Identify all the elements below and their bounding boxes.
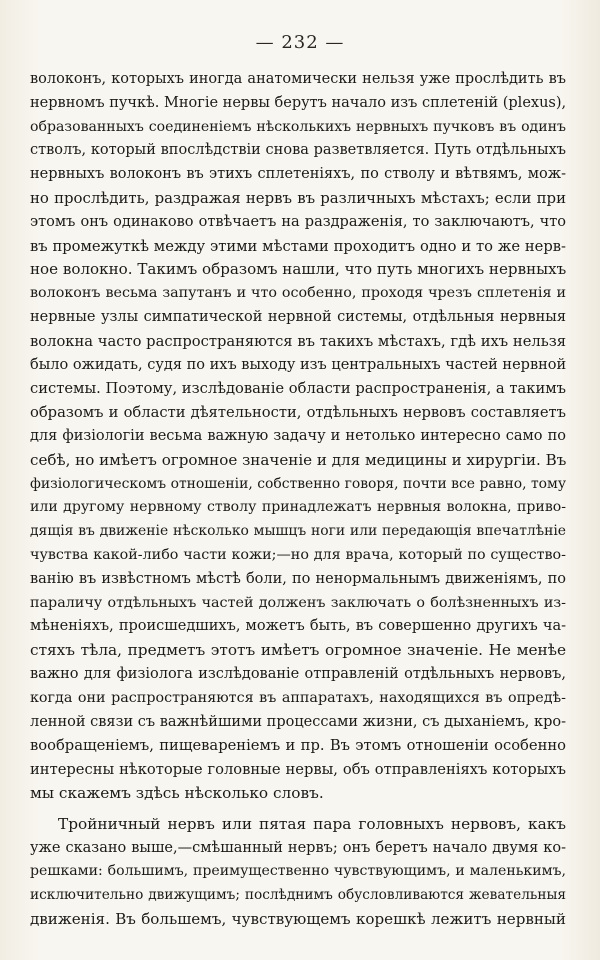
text-line: ленной связи съ важнѣйшими процессами жизни, съ дыханіемъ, кро- xyxy=(30,713,566,730)
text-line: нервныхъ волоконъ въ этихъ сплетеніяхъ, по стволу и вѣтвямъ, мож- xyxy=(30,166,566,183)
text-line: но прослѣдить, раздражая нервъ въ различныхъ мѣстахъ; если при xyxy=(30,188,566,207)
text-line: Тройничный нервъ или пятая пара головныхъ нервовъ, какъ xyxy=(58,814,566,833)
text-line: вообращеніемъ, пищевареніемъ и пр. Въ этомъ отношеніи особенно xyxy=(30,737,566,755)
text-line: исключительно движущимъ; послѣднимъ обусловливаются жевательныя xyxy=(30,887,566,904)
text-line: мы скажемъ здѣсь нѣсколько словъ. xyxy=(30,783,324,802)
text-line: нервномъ пучкѣ. Многіе нервы берутъ начало изъ сплетеній (plexus), xyxy=(30,94,566,111)
text-line: параличу отдѣльныхъ частей долженъ заключать о болѣзненныхъ из- xyxy=(30,594,566,611)
text-line: чувства какой-либо части кожи;—но для врача, который по существо- xyxy=(30,546,566,563)
paragraph-2 xyxy=(30,813,566,932)
text-line: стяхъ тѣла, предметъ этотъ имѣетъ огромное значеніе. Не менѣе xyxy=(30,641,566,660)
text-line: образованныхъ соединеніемъ нѣсколькихъ нервныхъ пучковъ въ одинъ xyxy=(30,118,566,135)
paragraph-1 xyxy=(30,68,566,806)
text-line: уже сказано выше,—смѣшанный нервъ; онъ беретъ начало двумя ко- xyxy=(30,839,566,856)
text-line: ванію въ извѣстномъ мѣстѣ боли, по ненормальнымъ движеніямъ, по xyxy=(30,570,566,587)
text-line: волокна часто распространяются въ такихъ мѣстахъ, гдѣ ихъ нельзя xyxy=(30,332,566,350)
page-number: — 232 — xyxy=(255,32,345,53)
text-line: нервные узлы симпатической нервной системы, отдѣльныя нервныя xyxy=(30,308,566,325)
text-line: системы. Поэтому, изслѣдованіе области распространенія, а такимъ xyxy=(30,380,566,398)
text-line: ное волокно. Такимъ образомъ нашли, что путь многихъ нервныхъ xyxy=(30,260,566,279)
text-line: этомъ онъ одинаково отвѣчаетъ на раздраженія, то заключаютъ, что xyxy=(30,213,566,230)
text-line: когда они распространяются въ аппаратахъ, находящихся въ опредѣ- xyxy=(30,689,566,706)
text-line: или другому нервному стволу принадлежатъ нервныя волокна, приво- xyxy=(30,499,566,516)
text-line: движенія. Въ большемъ, чувствующемъ корешкѣ лежитъ нервный xyxy=(30,909,566,928)
text-line: волоконъ весьма запутанъ и что особенно, проходя чрезъ сплетенія и xyxy=(30,285,566,302)
text-line: интересны нѣкоторые головные нервы, объ отправленіяхъ которыхъ xyxy=(30,761,566,779)
text-line: для физіологіи весьма важную задачу и нетолько интересно само по xyxy=(30,427,566,444)
text-line: образомъ и области дѣятельности, отдѣльныхъ нервовъ составляетъ xyxy=(30,404,566,422)
text-line: въ промежуткѣ между этими мѣстами проходитъ одно и то же нерв- xyxy=(30,237,566,255)
text-line: мѣненіяхъ, происшедшихъ, можетъ быть, въ совершенно другихъ ча- xyxy=(30,618,566,635)
text-line: волоконъ, которыхъ иногда анатомически нельзя уже прослѣдить въ xyxy=(30,71,566,87)
text-body xyxy=(30,68,566,932)
text-line: физіологическомъ отношеніи, собственно говоря, почти все равно, тому xyxy=(30,475,566,492)
text-line: стволъ, который впослѣдствіи снова разветвляется. Путь отдѣльныхъ xyxy=(30,142,566,159)
paragraph-gap xyxy=(30,806,566,813)
text-line: себѣ, но имѣетъ огромное значеніе и для медицины и хирургіи. Въ xyxy=(30,450,566,469)
text-line: решками: большимъ, преимущественно чувствующимъ, и маленькимъ, xyxy=(30,863,566,880)
text-line: дящія въ движеніе нѣсколько мышцъ ноги или передающія впечатлѣніе xyxy=(30,523,566,540)
text-line: было ожидать, судя по ихъ выходу изъ центральныхъ частей нервной xyxy=(30,356,566,373)
text-line: важно для физіолога изслѣдованіе отправленій отдѣльныхъ нервовъ, xyxy=(30,665,566,682)
